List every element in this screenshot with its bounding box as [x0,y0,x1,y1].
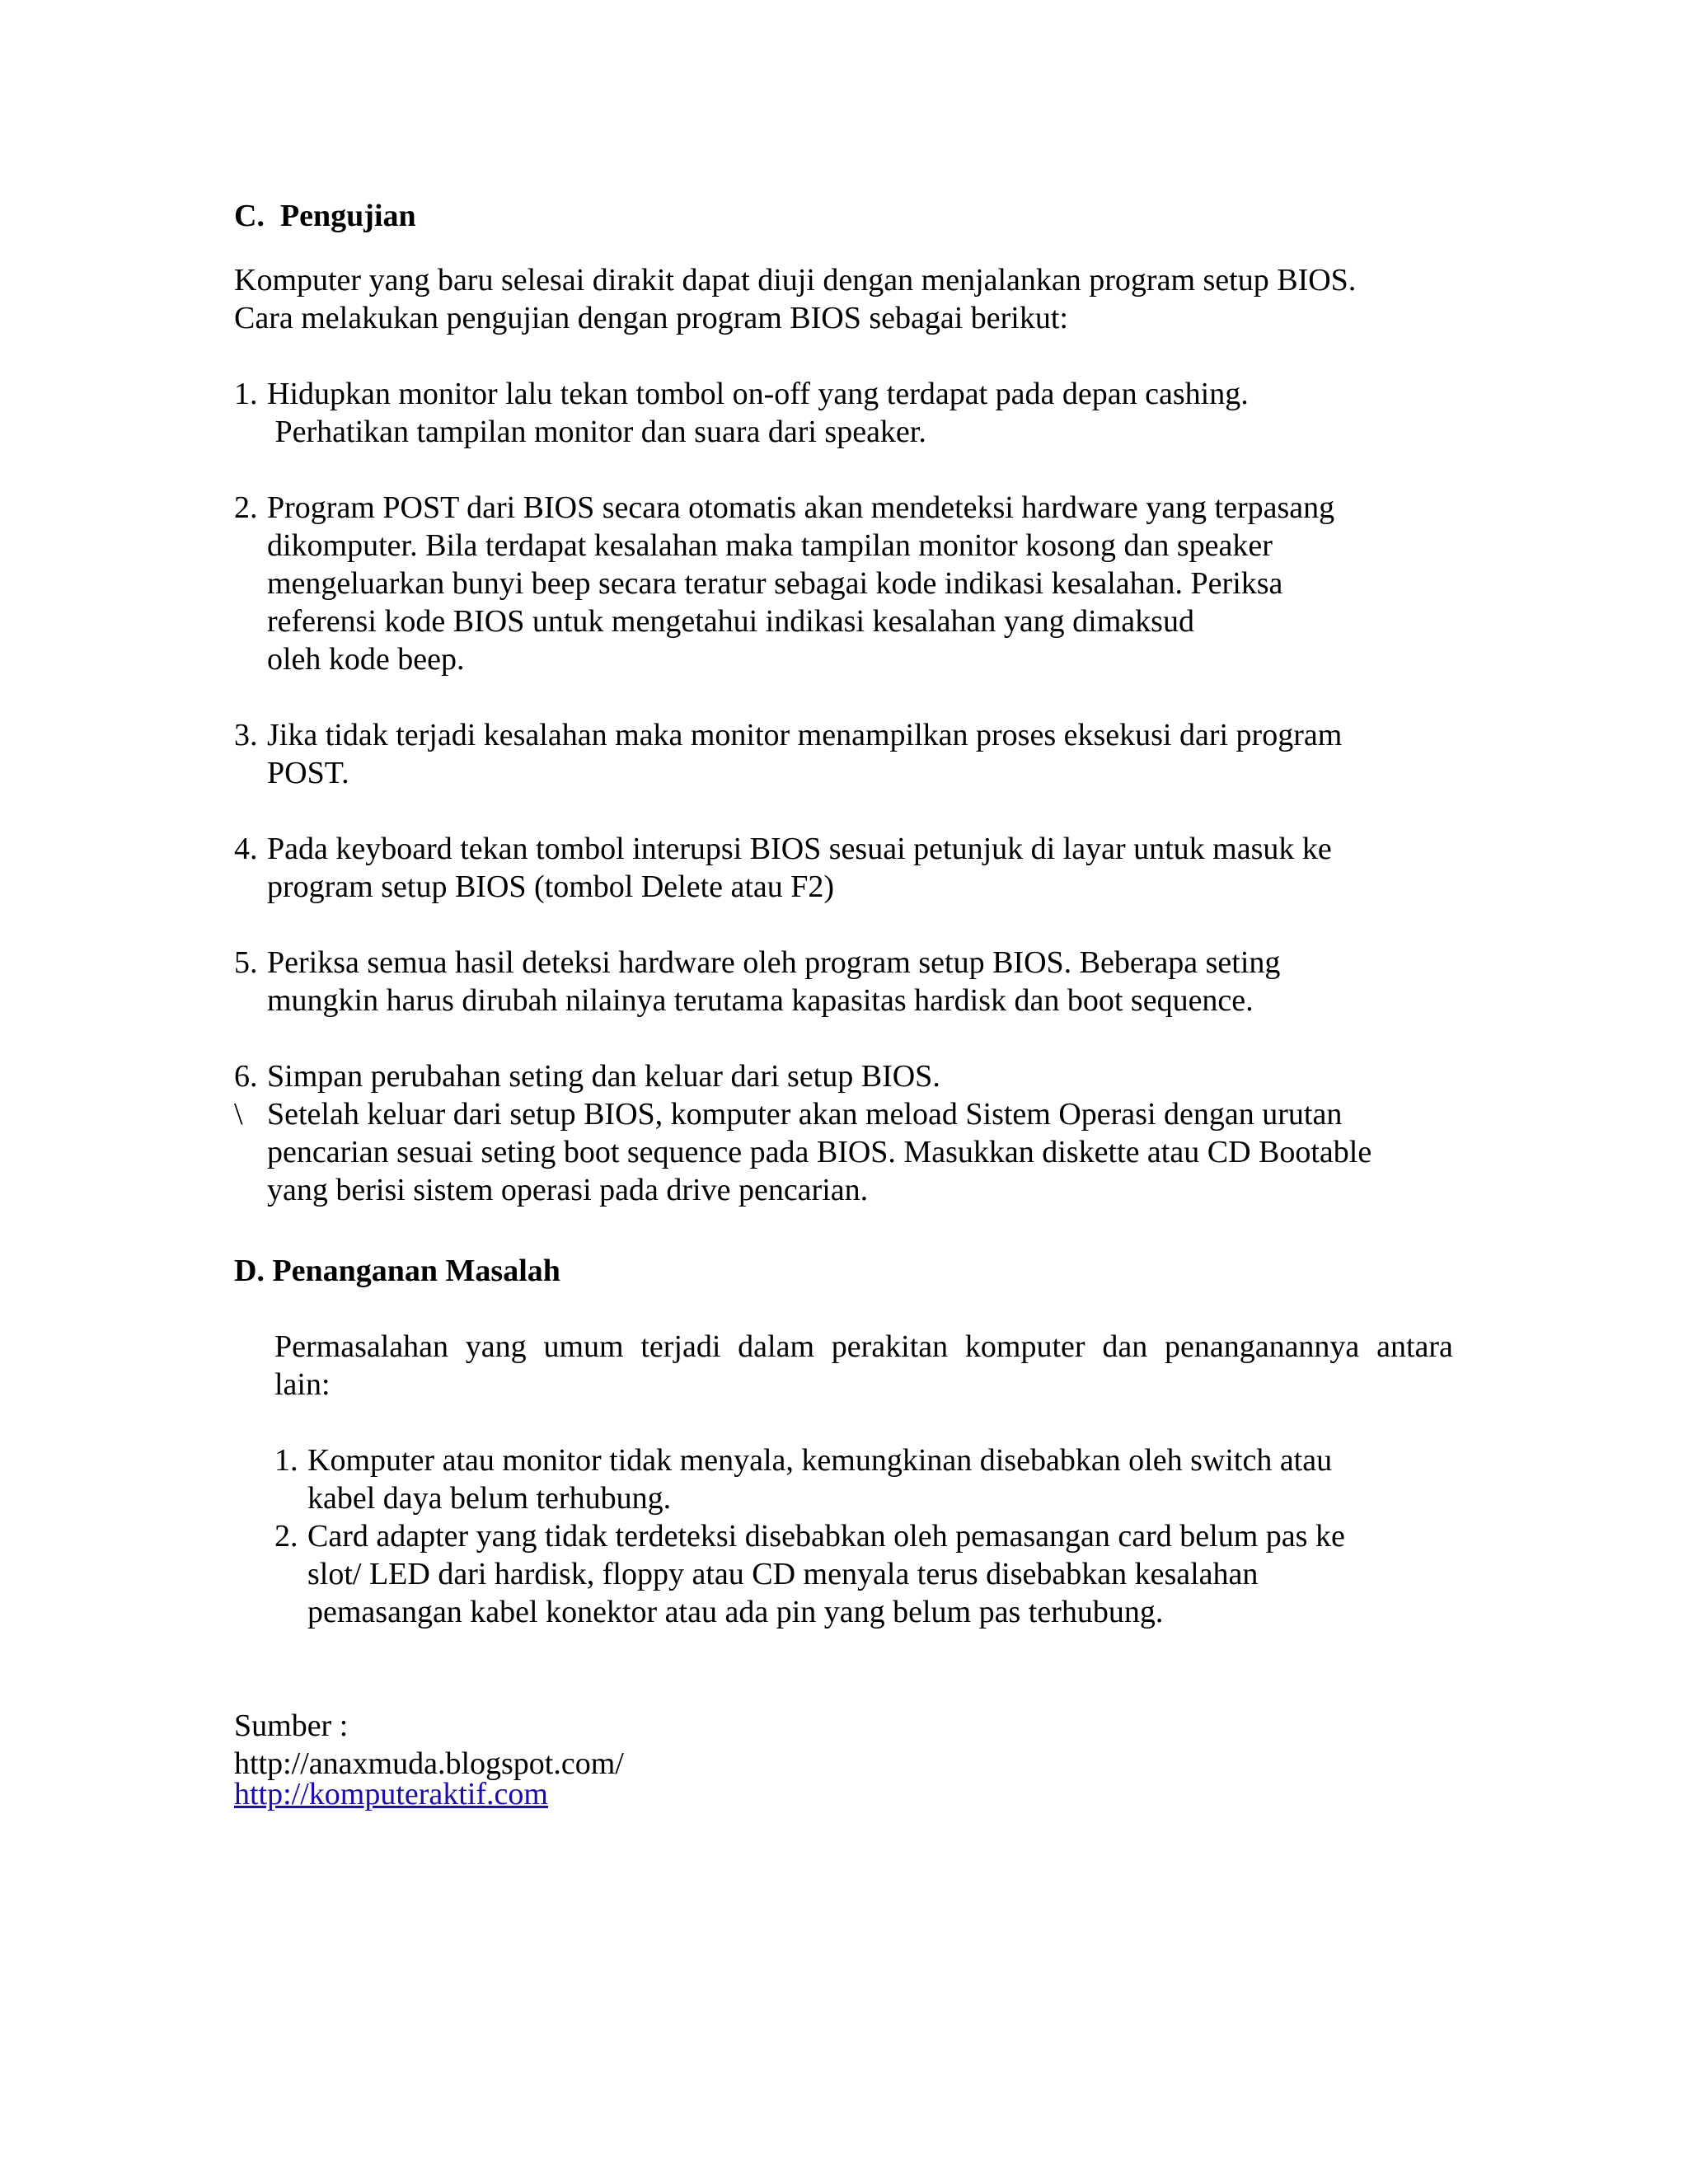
step-text-line: oleh kode beep. [267,642,465,677]
step-text-line: mungkin harus dirubah nilainya terutama kapasitas hardisk dan boot sequence. [267,983,1254,1018]
step-text-line: POST. [267,756,349,790]
step-text-line: referensi kode BIOS untuk mengetahui indikasi kesalahan yang dimaksud [267,604,1194,639]
after-step-text-line: yang berisi sistem operasi pada drive pencarian. [267,1173,869,1207]
section-c-heading: C. Pengujian [234,199,416,233]
step-number: 1. [234,377,258,411]
intro-word: Permasalahan [274,1329,449,1364]
step-text-line: mengeluarkan bunyi beep secara teratur sebagai kode indikasi kesalahan. Periksa [267,566,1283,601]
source-link[interactable]: http://komputeraktif.com [234,1777,548,1811]
step-number: 4. [234,832,258,866]
intro-word: komputer [964,1329,1085,1364]
step-number: 5. [234,945,258,980]
intro-word: antara [1376,1329,1453,1364]
after-step-text-line: Setelah keluar dari setup BIOS, komputer akan meload Sistem Operasi dengan urutan [267,1097,1343,1132]
step-text-line: Program POST dari BIOS secara otomatis akan mendeteksi hardware yang terpasang [267,490,1335,525]
source-url-text: http://anaxmuda.blogspot.com/ [234,1746,624,1781]
step-number: 2. [234,490,258,525]
after-step-text-line: pencarian sesuai seting boot sequence pada BIOS. Masukkan diskette atau CD Bootable [267,1135,1372,1169]
sources-label: Sumber : [234,1708,349,1743]
step-text-line: Jika tidak terjadi kesalahan maka monitor menampilkan proses eksekusi dari program [267,718,1343,752]
intro-word: dalam [738,1329,815,1364]
backslash-marker: \ [234,1097,243,1132]
problem-item-text-line: Komputer atau monitor tidak menyala, kemungkinan disebabkan oleh switch atau [307,1443,1333,1478]
section-c-intro-line: Komputer yang baru selesai dirakit dapat diuji dengan menjalankan program setup BIOS. [234,263,1357,298]
intro-word: yang [465,1329,527,1364]
step-text-line: Perhatikan tampilan monitor dan suara dari speaker. [267,415,926,449]
problem-item-text-line: Card adapter yang tidak terdeteksi disebabkan oleh pemasangan card belum pas ke [307,1519,1345,1554]
section-d-intro-justified-line [274,1328,1453,1366]
problem-item-text-line: pemasangan kabel konektor atau ada pin yang belum pas terhubung. [307,1595,1164,1629]
intro-word: terjadi [640,1329,721,1364]
section-c-intro-line: Cara melakukan pengujian dengan program BIOS sebagai berikut: [234,301,1068,335]
intro-word: penanganannya [1164,1329,1360,1364]
section-d-intro-line: lain: [274,1367,331,1402]
step-text-line: dikomputer. Bila terdapat kesalahan maka tampilan monitor kosong dan speaker [267,528,1273,563]
intro-word: dan [1102,1329,1148,1364]
problem-item-text-line: kabel daya belum terhubung. [307,1481,672,1516]
step-number: 6. [234,1059,258,1094]
intro-word: umum [543,1329,624,1364]
problem-item-number: 2. [274,1519,298,1554]
step-text-line: Pada keyboard tekan tombol interupsi BIOS sesuai petunjuk di layar untuk masuk ke [267,832,1332,866]
intro-word: perakitan [831,1329,949,1364]
step-text-line: Periksa semua hasil deteksi hardware oleh program setup BIOS. Beberapa seting [267,945,1281,980]
step-text-line: Hidupkan monitor lalu tekan tombol on-off yang terdapat pada depan cashing. [267,377,1249,411]
section-d-heading: D. Penanganan Masalah [234,1254,560,1288]
problem-item-number: 1. [274,1443,298,1478]
step-text-line: Simpan perubahan seting dan keluar dari setup BIOS. [267,1059,940,1094]
problem-item-text-line: slot/ LED dari hardisk, floppy atau CD menyala terus disebabkan kesalahan [307,1557,1259,1591]
step-number: 3. [234,718,258,752]
step-text-line: program setup BIOS (tombol Delete atau F2) [267,869,835,904]
